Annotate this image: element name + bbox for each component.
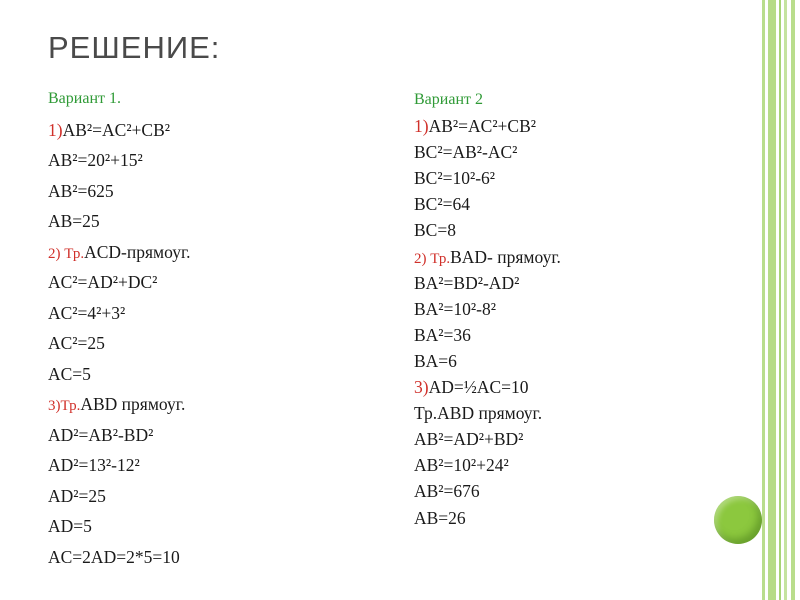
solution-line: 1)AB²=AC²+CB² xyxy=(414,116,537,137)
variant-1-heading: Вариант 1. xyxy=(48,90,121,107)
solution-line: AD²=AB²-BD² xyxy=(48,424,154,445)
slide-title: РЕШЕНИЕ: xyxy=(48,30,221,65)
decor-stripe xyxy=(784,0,787,600)
decor-circle xyxy=(714,496,762,544)
variant-2-heading: Вариант 2 xyxy=(414,91,483,108)
solution-line: BA²=10²-8² xyxy=(414,298,496,319)
decor-stripe xyxy=(791,0,795,600)
solution-line: BC=8 xyxy=(414,220,456,241)
solution-line: AC=5 xyxy=(48,363,91,384)
variant-2-column xyxy=(414,87,561,531)
solution-line: AC²=AD²+DC² xyxy=(48,272,158,292)
solution-line: AB²=10²+24² xyxy=(414,455,509,476)
solution-line: AB²=AD²+BD² xyxy=(414,429,524,450)
decor-stripe xyxy=(779,0,781,600)
solution-line: BA²=BD²-AD² xyxy=(414,272,520,293)
solution-line: BC²=64 xyxy=(414,194,470,215)
solution-line: 3)AD=½AC=10 xyxy=(414,377,529,398)
solution-line: AD²=13²-12² xyxy=(48,455,140,475)
variant-1-column xyxy=(48,84,191,572)
solution-line: BC²=10²-6² xyxy=(414,168,496,189)
solution-line: AD²=25 xyxy=(48,485,106,506)
solution-line: AC=2AD=2*5=10 xyxy=(48,546,180,567)
solution-line: AB²=20²+15² xyxy=(48,150,143,170)
decor-stripe xyxy=(762,0,765,600)
solution-line: AC²=25 xyxy=(48,333,105,353)
solution-line: AD=5 xyxy=(48,516,92,536)
solution-line: 2) Тр.ACD-прямоуг. xyxy=(48,241,191,262)
solution-line: AB=25 xyxy=(48,211,100,231)
solution-line: AC²=4²+3² xyxy=(48,302,126,323)
solution-line: BA²=36 xyxy=(414,324,471,345)
solution-line: BC²=AB²-AC² xyxy=(414,142,518,163)
solution-line: Тр.ABD прямоуг. xyxy=(414,403,543,424)
solution-line: 2) Тр.BAD- прямоуг. xyxy=(414,246,561,267)
solution-line: 1)AB²=AC²+CB² xyxy=(48,119,171,140)
solution-line: AB²=625 xyxy=(48,180,114,201)
solution-line: BA=6 xyxy=(414,350,457,371)
solution-line: AB=26 xyxy=(414,507,466,528)
solution-line: 3)Тр.ABD прямоуг. xyxy=(48,394,186,414)
decor-stripe xyxy=(768,0,776,600)
solution-line: AB²=676 xyxy=(414,481,480,502)
